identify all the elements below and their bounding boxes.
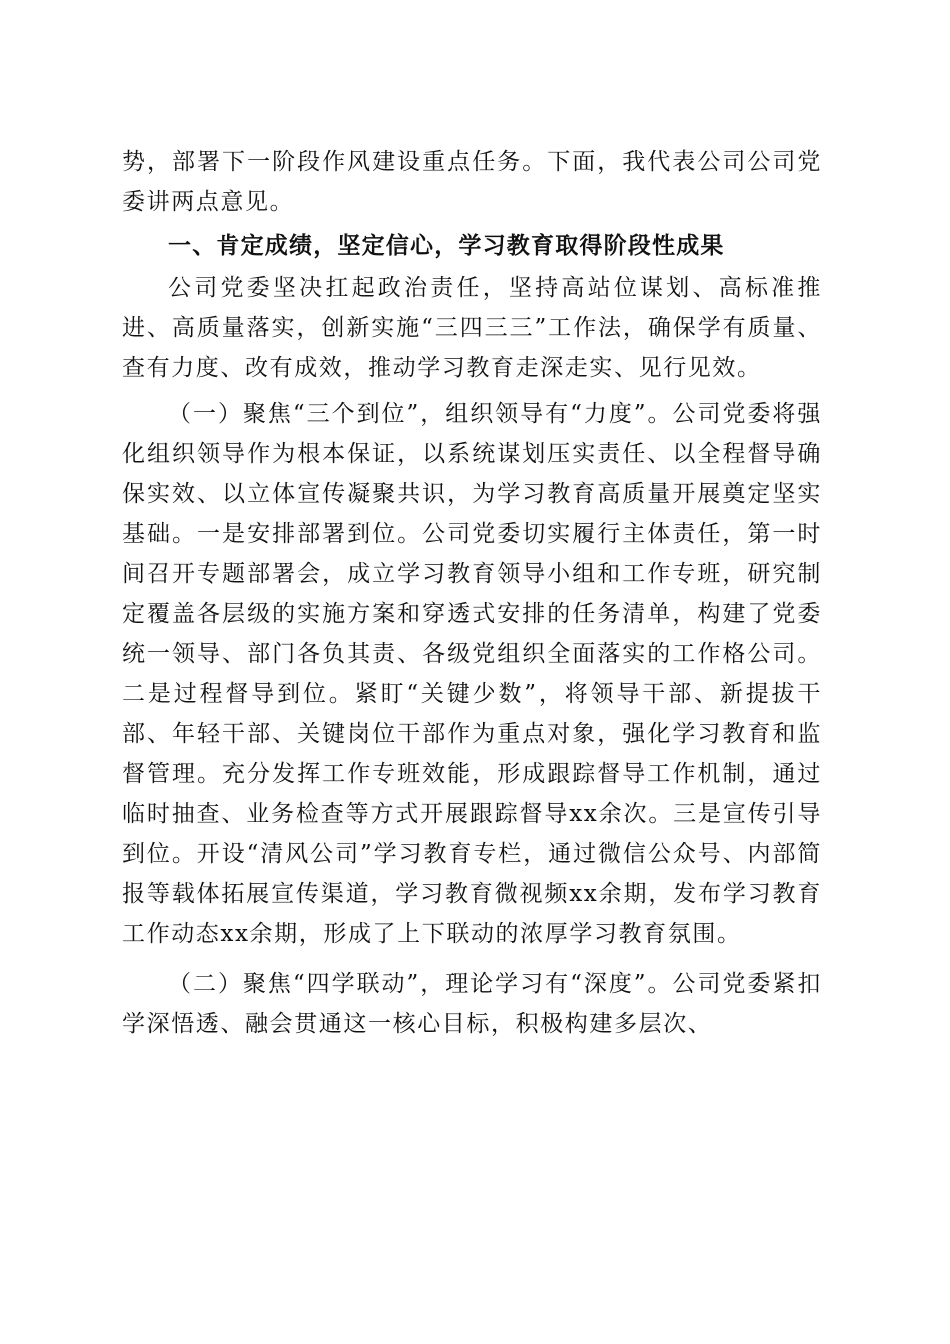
section-heading: 一、肯定成绩，坚定信心，学习教育取得阶段性成果 (168, 233, 725, 259)
paragraph-subsection-two: （二）聚焦“四学联动”，理论学习有“深度”。公司党委紧扣学深悟透、融会贯通这一核心目标，积极构建多层次、 (122, 971, 822, 1037)
paragraph-continuation: 势，部署下一阶段作风建设重点任务。下面，我代表公司公司党委讲两点意见。 (122, 149, 822, 215)
paragraph-intro: 公司党委坚决扛起政治责任，坚持高站位谋划、高标准推进、高质量落实，创新实施“三四三三”工作法，确保学有质量、查有力度、改有成效，推动学习教育走深走实、见行见效。 (122, 275, 822, 381)
paragraph-subsection-one: （一）聚焦“三个到位”，组织领导有“力度”。公司党委将强化组织领导作为根本保证，以系统谋划压实责任、以全程督导确保实效、以立体宣传凝聚共识，为学习教育高质量开展奠定坚实基础。一是安排部署到位。公司党委切实履行主体责任，第一时间召开专题部署会，成立学习教育领导小组和工作专班，研究制定覆盖各层级的实施方案和穿透式安排的任务清单，构建了党委统一领导、部门各负其责、各级党组织全面落实的工作格公司。二是过程督导到位。紧盯“关键少数”，将领导干部、新提拔干部、年轻干部、关键岗位干部作为重点对象，强化学习教育和监督管理。充分发挥工作专班效能，形成跟踪督导工作机制，通过临时抽查、业务检查等方式开展跟踪督导xx余次。三是宣传引导到位。开设“清风公司”学习教育专栏，通过微信公众号、内部简报等载体拓展宣传渠道，学习教育微视频xx余期，发布学习教育工作动态xx余期，形成了上下联动的浓厚学习教育氛围。 (122, 401, 822, 947)
document-body (122, 142, 822, 1044)
